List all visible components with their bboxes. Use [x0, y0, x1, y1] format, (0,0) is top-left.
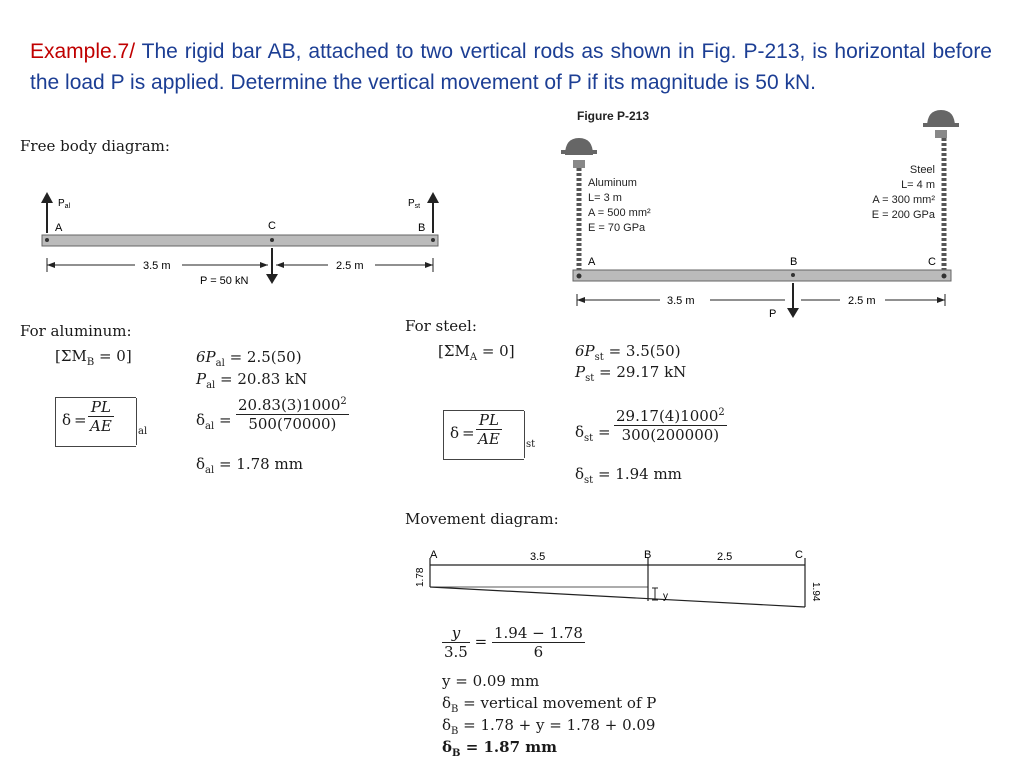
al-length: L= 3 m [588, 192, 622, 204]
mv-dim1: 3.5 [530, 551, 546, 563]
figure-load-label: P [769, 308, 777, 320]
st-length: L= 4 m [901, 179, 935, 191]
problem-statement [30, 36, 992, 98]
mv-y: y [663, 591, 668, 602]
figure-title: Figure P-213 [577, 109, 650, 123]
mv-line4: $\delta_B = 1.87$ mm [442, 738, 557, 759]
mv-right-defl: 1.94 [810, 582, 821, 602]
mv-point-b: B [644, 549, 652, 561]
free-body-diagram [30, 188, 450, 293]
mv-left-defl: 1.78 [415, 567, 426, 587]
al-modulus: E = 70 GPa [588, 222, 646, 234]
al-eq2: $P_{al} = 20.83$ kN [196, 370, 308, 391]
mv-point-a: A [430, 549, 438, 561]
figure-dim2: 2.5 m [848, 295, 876, 307]
al-moment-eq: $[\Sigma M_B = 0]$ [55, 347, 132, 368]
mv-line3: $\delta_B = 1.78 + y = 1.78 + 0.09$ [442, 716, 656, 737]
fbd-load: P = 50 kN [200, 275, 249, 287]
al-formula-bracket: δ = $\frac{PL}{AE}$ al [55, 397, 136, 447]
st-delta: $\delta_{st}$ = [575, 423, 611, 444]
al-label: Aluminum [588, 177, 637, 189]
similar-triangles: $\frac{y}{3.5}$ = $\frac{1.94 - 1.78}{6}$ [444, 624, 583, 661]
aluminum-title: For aluminum: [20, 322, 132, 340]
fbd-pst: $P_{st}$ [408, 198, 421, 210]
al-fraction: $\frac{20.83(3)1000^2}{500(70000)}$ [238, 396, 347, 433]
al-eq1: $6P_{al} = 2.5(50)$ [196, 348, 302, 369]
point-c: C [928, 256, 936, 268]
fbd-point-a: A [55, 222, 63, 234]
st-modulus: E = 200 GPa [871, 209, 935, 221]
mv-dim2: 2.5 [717, 551, 733, 563]
fbd-pal: $P_{al}$ [58, 198, 71, 210]
point-a: A [588, 256, 596, 268]
mv-line1: y = 0.09 mm [442, 672, 540, 690]
mv-point-c: C [795, 549, 803, 561]
st-area: A = 300 mm² [872, 194, 935, 206]
point-b: B [790, 256, 798, 268]
st-formula-bracket: δ = $\frac{PL}{AE}$ st [443, 410, 524, 460]
st-eq2: $P_{st} = 29.17$ kN [575, 363, 687, 384]
figure-dim1: 3.5 m [667, 295, 695, 307]
st-label: Steel [909, 164, 935, 176]
aluminum-support [561, 138, 597, 270]
steel-title: For steel: [405, 317, 477, 335]
al-result: $\delta_{al} = 1.78$ mm [196, 455, 303, 476]
figure-p213 [555, 100, 975, 325]
mv-line2: $\delta_B$ = vertical movement of P [442, 694, 657, 715]
fbd-dim1: 3.5 m [143, 260, 171, 272]
example-label: Example.7/ [30, 40, 136, 63]
movement-diagram [405, 540, 835, 620]
fbd-bar [42, 235, 438, 246]
fbd-title: Free body diagram: [20, 137, 170, 155]
st-moment-eq: $[\Sigma M_A = 0]$ [438, 342, 515, 363]
st-result: $\delta_{st} = 1.94$ mm [575, 465, 682, 486]
al-delta: $\delta_{al}$ = [196, 411, 232, 432]
movement-title: Movement diagram: [405, 510, 559, 528]
fbd-point-b: B [418, 222, 426, 234]
st-fraction: $\frac{29.17(4)1000^2}{300(200000)}$ [616, 407, 725, 444]
fbd-point-c: C [268, 220, 276, 232]
rigid-bar [573, 270, 951, 281]
al-area: A = 500 mm² [588, 207, 651, 219]
problem-text: The rigid bar AB, attached to two vertical rods as shown in Fig. P-213, is horizontal before the load P is applied. Determine the vertical movement of P if its magnitude is 50 kN. [30, 40, 992, 94]
st-eq1: $6P_{st} = 3.5(50)$ [575, 342, 681, 363]
fbd-dim2: 2.5 m [336, 260, 364, 272]
